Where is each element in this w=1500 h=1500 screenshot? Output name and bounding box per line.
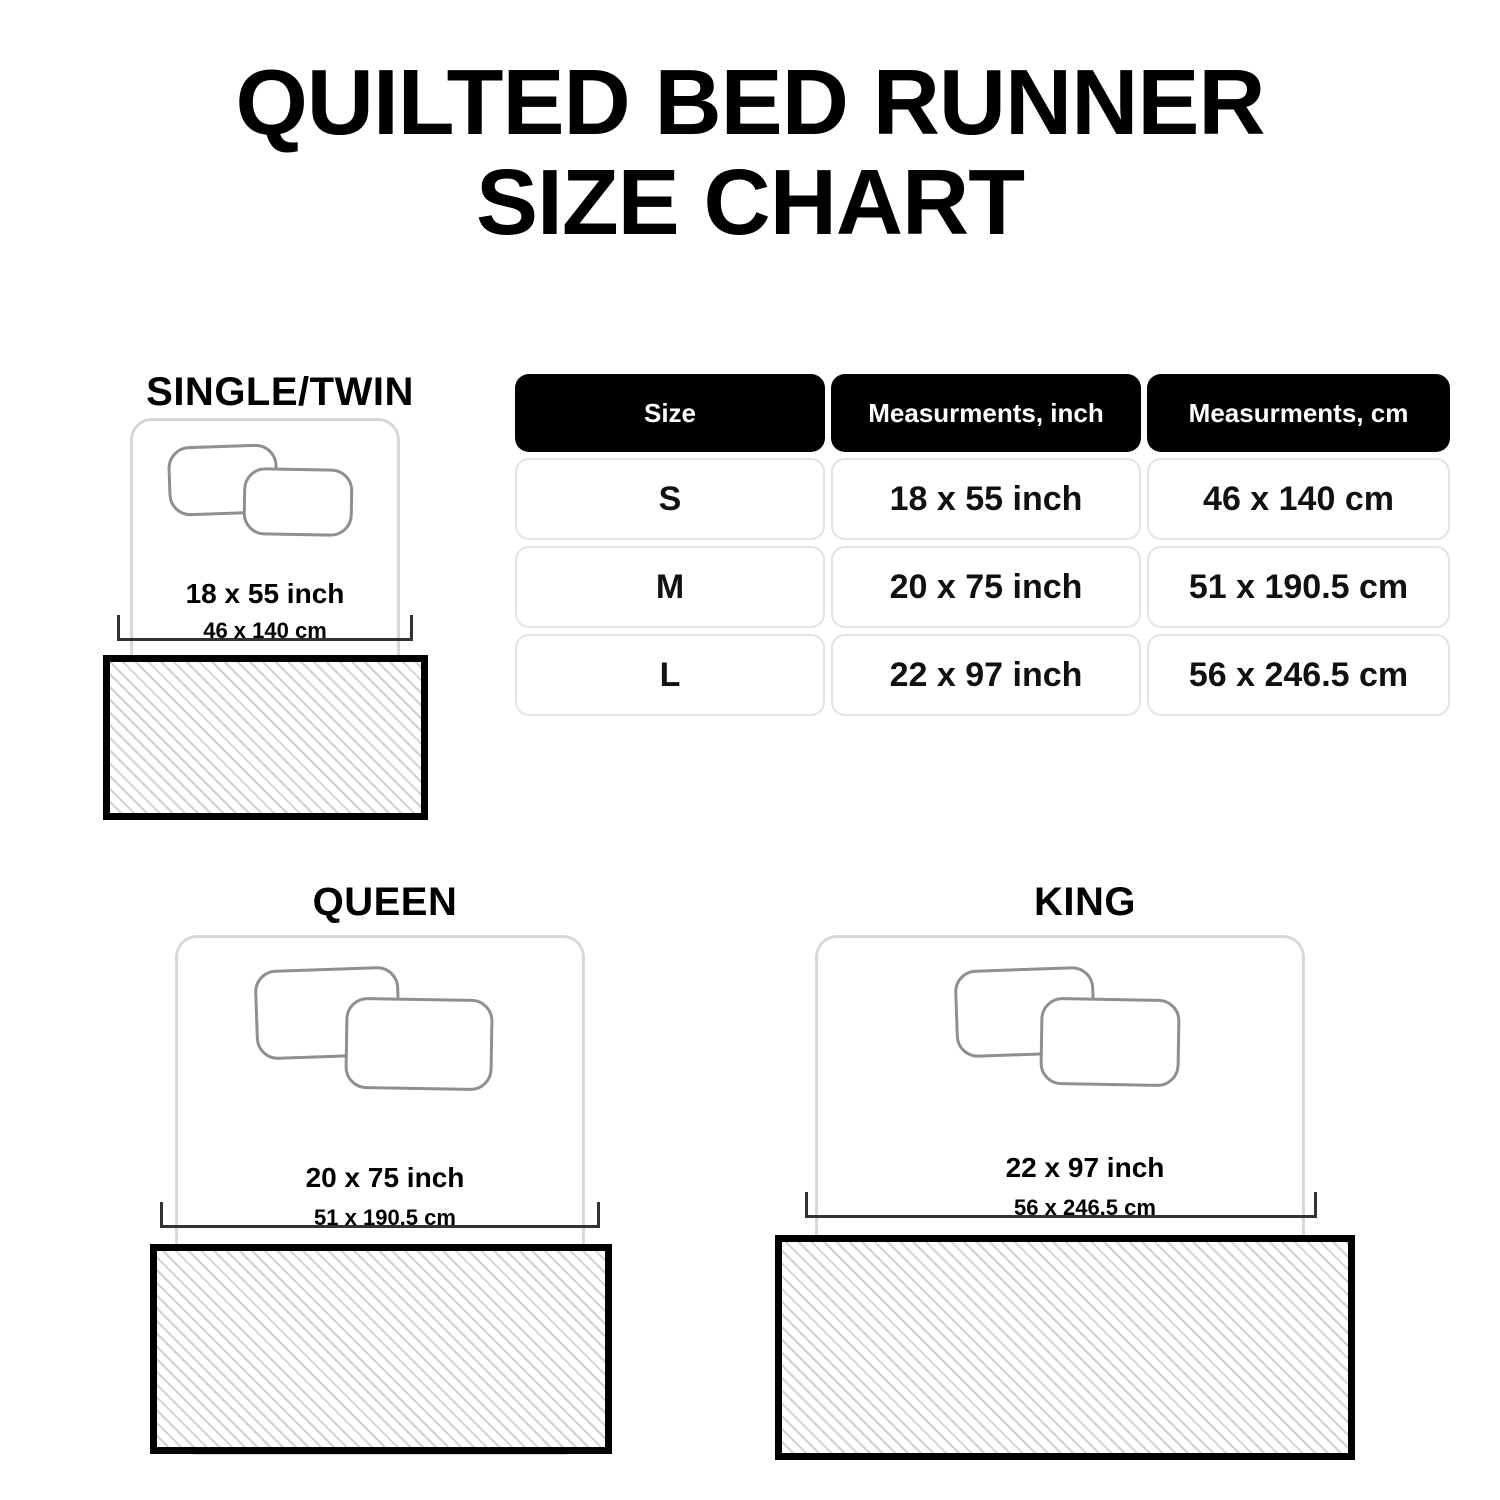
pillow-front-single-twin bbox=[242, 467, 353, 537]
dimension-cm-queen: 51 x 190.5 cm bbox=[314, 1205, 456, 1230]
cell-cm: 56 x 246.5 cm bbox=[1147, 634, 1450, 716]
dimension-inch-single-twin: 18 x 55 inch bbox=[185, 578, 345, 609]
table-row bbox=[515, 634, 1450, 716]
column-header-inch: Measurments, inch bbox=[831, 374, 1141, 452]
cell-cm: 51 x 190.5 cm bbox=[1147, 546, 1450, 628]
bed-label-queen: QUEEN bbox=[312, 880, 458, 924]
cell-inch: 20 x 75 inch bbox=[831, 546, 1141, 628]
page-title-line-2: SIZE CHART bbox=[476, 150, 1024, 255]
table-row bbox=[515, 546, 1450, 628]
cell-size: S bbox=[515, 458, 825, 540]
dimension-cm-single-twin: 46 x 140 cm bbox=[203, 618, 327, 643]
size-table bbox=[515, 374, 1450, 722]
cell-size: M bbox=[515, 546, 825, 628]
table-header-row bbox=[515, 374, 1450, 452]
dimension-inch-queen: 20 x 75 inch bbox=[305, 1162, 465, 1193]
bed-diagram-queen bbox=[150, 880, 620, 1480]
page-title-line-1: QUILTED BED RUNNER bbox=[235, 50, 1265, 154]
column-header-size: Size bbox=[515, 374, 825, 452]
cell-cm: 46 x 140 cm bbox=[1147, 458, 1450, 540]
cell-size: L bbox=[515, 634, 825, 716]
bed-label-single-twin: SINGLE/TWIN bbox=[146, 370, 414, 414]
dimension-inch-king: 22 x 97 inch bbox=[1005, 1152, 1165, 1183]
pillow-front-queen bbox=[344, 997, 494, 1092]
dimension-cm-king: 56 x 246.5 cm bbox=[1014, 1195, 1156, 1220]
bed-runner-queen bbox=[150, 1244, 612, 1454]
bed-diagram-single-twin bbox=[95, 370, 465, 850]
cell-inch: 18 x 55 inch bbox=[831, 458, 1141, 540]
cell-inch: 22 x 97 inch bbox=[831, 634, 1141, 716]
bed-label-king: KING bbox=[1034, 880, 1136, 924]
column-header-cm: Measurments, cm bbox=[1147, 374, 1450, 452]
pillow-front-king bbox=[1039, 997, 1181, 1087]
page-title bbox=[0, 52, 1500, 253]
bed-diagram-king bbox=[800, 880, 1370, 1480]
bed-runner-king bbox=[775, 1235, 1355, 1460]
table-row bbox=[515, 458, 1450, 540]
bed-runner-single-twin bbox=[103, 655, 428, 820]
